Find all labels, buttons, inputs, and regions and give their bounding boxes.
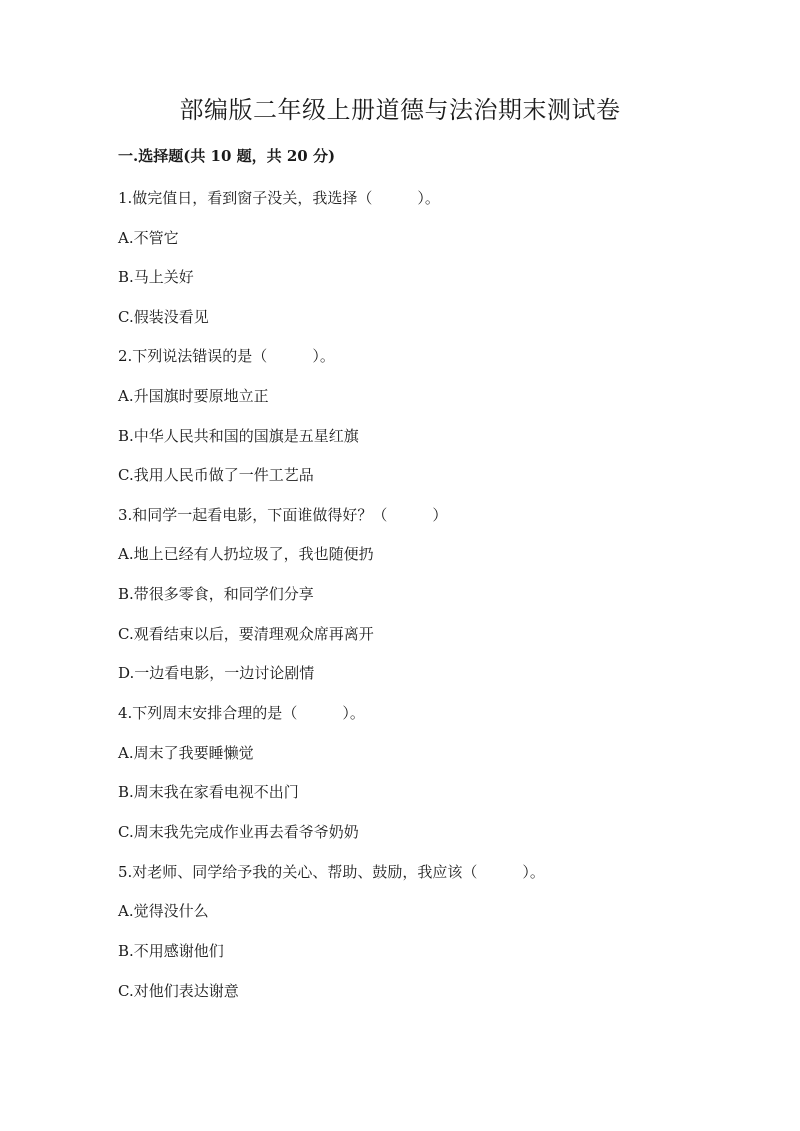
question-3-option-a: A.地上已经有人扔垃圾了，我也随便扔	[118, 545, 374, 563]
exam-title: 部编版二年级上册道德与法治期末测试卷	[179, 96, 621, 124]
question-4-stem: 4.下列周末安排合理的是（ ）。	[118, 704, 365, 722]
question-5-stem: 5.对老师、同学给予我的关心、帮助、鼓励，我应该（ ）。	[118, 863, 545, 881]
question-2-option-b: B.中华人民共和国的国旗是五星红旗	[118, 427, 359, 445]
question-5-option-a: A.觉得没什么	[118, 902, 209, 920]
question-3-option-d: D.一边看电影，一边讨论剧情	[118, 664, 315, 682]
question-2-stem: 2.下列说法错误的是（ ）。	[118, 347, 335, 365]
question-5-option-b: B.不用感谢他们	[118, 942, 224, 960]
question-3-stem: 3.和同学一起看电影，下面谁做得好？（ ）	[118, 506, 448, 524]
question-1-option-a: A.不管它	[118, 229, 179, 247]
question-1-option-c: C.假装没看见	[118, 308, 209, 326]
section-heading: 一.选择题(共 10 题，共 20 分)	[118, 147, 336, 165]
question-4-option-c: C.周末我先完成作业再去看爷爷奶奶	[118, 823, 359, 841]
question-2-option-c: C.我用人民币做了一件工艺品	[118, 466, 314, 484]
question-2-option-a: A.升国旗时要原地立正	[118, 387, 269, 405]
question-5-option-c: C.对他们表达谢意	[118, 982, 239, 1000]
question-3-option-b: B.带很多零食，和同学们分享	[118, 585, 314, 603]
question-4-option-b: B.周末我在家看电视不出门	[118, 783, 299, 801]
question-3-option-c: C.观看结束以后，要清理观众席再离开	[118, 625, 374, 643]
question-4-option-a: A.周末了我要睡懒觉	[118, 744, 254, 762]
question-1-option-b: B.马上关好	[118, 268, 194, 286]
question-1-stem: 1.做完值日，看到窗子没关，我选择（ ）。	[118, 189, 440, 207]
